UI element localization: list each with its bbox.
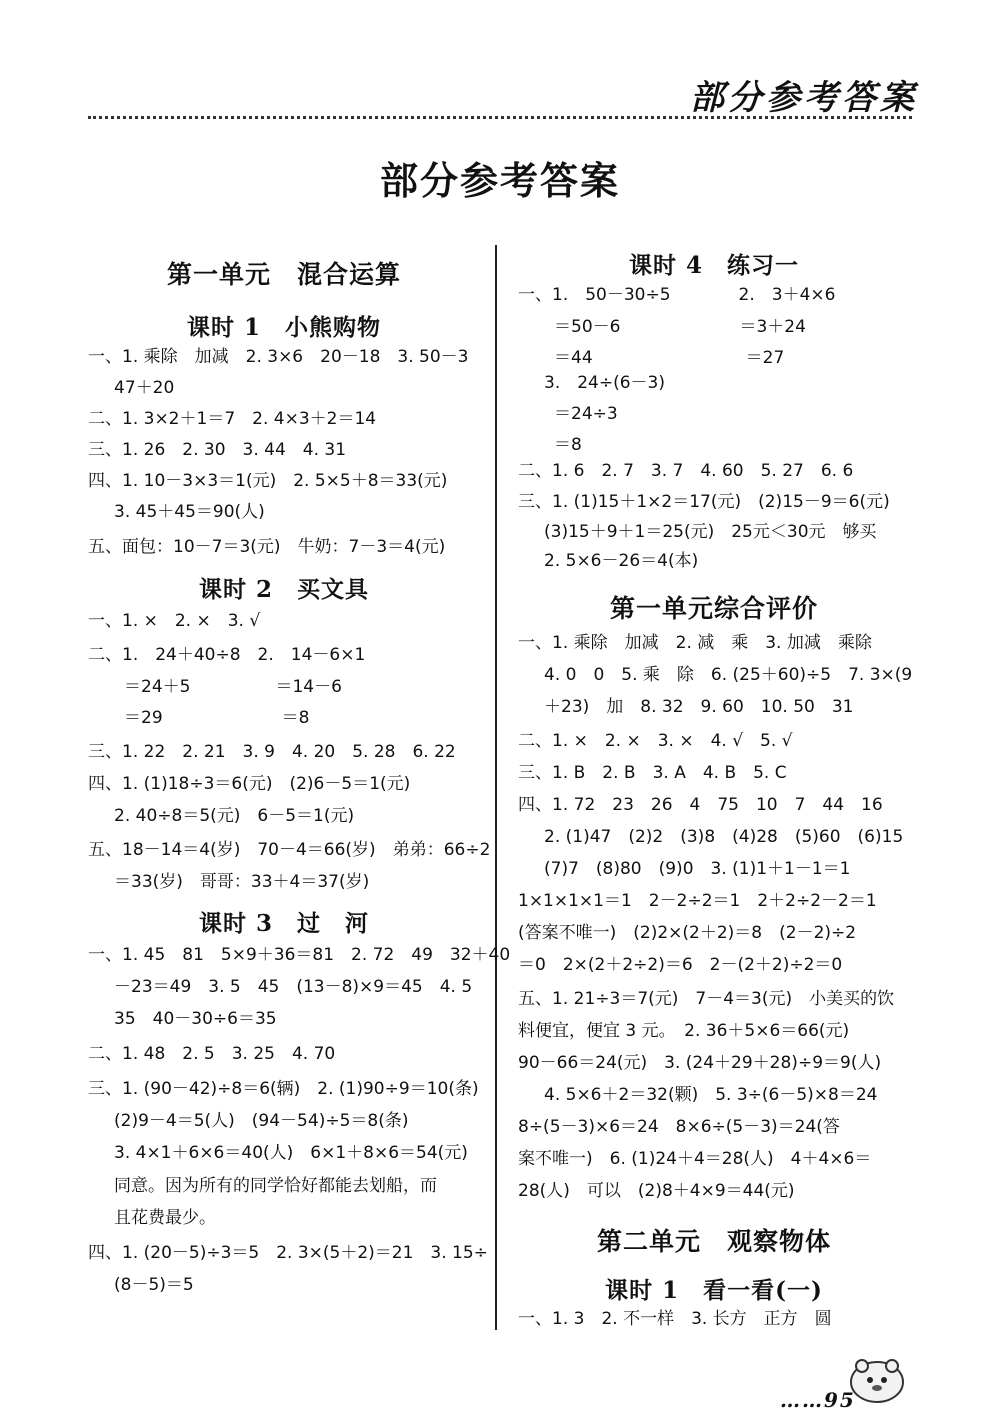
answer-line: 2. 5×6－26＝4(本) [544,551,699,571]
answer-line: 一、1. 乘除 加减 2. 3×6 20－18 3. 50－3 [88,347,469,367]
lesson2-title: 课时 2 买文具 [198,576,369,603]
answer-line: 三、1. 22 2. 21 3. 9 4. 20 5. 28 6. 22 [88,742,456,762]
answer-line: 四、1. 10－3×3＝1(元) 2. 5×5＋8＝33(元) [88,471,448,491]
answer-line: 35 40－30÷6＝35 [114,1009,277,1029]
answer-line: 四、1. 72 23 26 4 75 10 7 44 16 [518,795,883,815]
answer-line: 三、1. B 2. B 3. A 4. B 5. C [518,763,787,783]
column-divider [495,245,497,1330]
answer-line: ＝33(岁) 哥哥：33＋4＝37(岁) [114,872,370,892]
answer-line: 一、1. 50－30÷5 2. 3＋4×6 [518,285,836,305]
answer-line: ＝44 ＝27 [554,348,785,368]
answer-line: 3. 24÷(6－3) [544,373,665,393]
answer-line: 4. 5×6＋2＝32(颗) 5. 3÷(6－5)×8＝24 [544,1085,878,1105]
answer-line: 二、1. 3×2＋1＝7 2. 4×3＋2＝14 [88,409,377,429]
answer-line: 3. 4×1＋6×6＝40(人) 6×1＋8×6＝54(元) [114,1143,468,1163]
answer-line: 三、1. (90－42)÷8＝6(辆) 2. (1)90÷9＝10(条) [88,1079,479,1099]
answer-line: 二、1. 6 2. 7 3. 7 4. 60 5. 27 6. 6 [518,461,854,481]
page-number: ……95 [780,1388,856,1412]
answer-line: 一、1. × 2. × 3. √ [88,611,261,631]
unit1-review-title: 第一单元综合评价 [609,594,818,623]
answer-line: 同意。因为所有的同学恰好都能去划船，而 [114,1176,437,1196]
unit2-title: 第二单元 观察物体 [596,1227,831,1256]
page-title: 部分参考答案 [379,158,620,203]
answer-line: 二、1. 24＋40÷8 2. 14－6×1 [88,645,366,665]
answer-line: 三、1. 26 2. 30 3. 44 4. 31 [88,440,347,460]
unit2-lesson1-title: 课时 1 看一看(一) [605,1277,823,1304]
answer-line: (7)7 (8)80 (9)0 3. (1)1＋1－1＝1 [544,859,851,879]
answer-line: ＝8 [554,435,582,455]
answer-line: 料便宜，便宜 3 元。 2. 36＋5×6＝66(元) [518,1021,850,1041]
lesson4-title: 课时 4 练习一 [628,252,799,279]
answer-line: (答案不唯一) (2)2×(2＋2)＝8 (2－2)÷2 [518,923,857,943]
answer-line: ＝29 ＝8 [124,708,310,728]
answer-line: 二、1. × 2. × 3. × 4. √ 5. √ [518,731,793,751]
answer-line: 一、1. 3 2. 不一样 3. 长方 正方 圆 [518,1309,832,1329]
mascot-icon [842,1348,912,1408]
answer-line: 四、1. (20－5)÷3＝5 2. 3×(5＋2)＝21 3. 15÷ [88,1243,488,1263]
answer-line: 四、1. (1)18÷3＝6(元) (2)6－5＝1(元) [88,774,411,794]
answer-line: 五、面包：10－7＝3(元) 牛奶：7－3＝4(元) [88,537,446,557]
answer-line: (8－5)＝5 [114,1275,194,1295]
unit1-title: 第一单元 混合运算 [166,260,401,289]
lesson1-title: 课时 1 小熊购物 [186,314,381,341]
answer-line: 90－66＝24(元) 3. (24＋29＋28)÷9＝9(人) [518,1053,882,1073]
answer-line: ＋23) 加 8. 32 9. 60 10. 50 31 [544,697,854,717]
answer-line: ＝24÷3 [554,404,618,424]
answer-line: 8÷(5－3)×6＝24 8×6÷(5－3)＝24(答 [518,1117,840,1137]
answer-line: ＝0 2×(2＋2÷2)＝6 2－(2＋2)÷2＝0 [518,955,843,975]
answer-line: 且花费最少。 [114,1208,216,1228]
answer-line: 一、1. 45 81 5×9＋36＝81 2. 72 49 32＋40 [88,945,511,965]
answer-line: 2. (1)47 (2)2 (3)8 (4)28 (5)60 (6)15 [544,827,904,847]
answer-line: 一、1. 乘除 加减 2. 减 乘 3. 加减 乘除 [518,633,872,653]
answer-line: 3. 45＋45＝90(人) [114,502,265,522]
header-dotted-rule [88,116,912,119]
answer-line: 4. 0 0 5. 乘 除 6. (25＋60)÷5 7. 3×(9 [544,665,913,685]
answer-line: ＝24＋5 ＝14－6 [124,677,342,697]
lesson3-title: 课时 3 过 河 [198,910,369,937]
answer-line: 47＋20 [114,378,175,398]
answer-line: 五、18－14＝4(岁) 70－4＝66(岁) 弟弟：66÷2 [88,840,491,860]
answer-line: ＝50－6 ＝3＋24 [554,317,806,337]
answer-line: 28(人) 可以 (2)8＋4×9＝44(元) [518,1181,795,1201]
answer-line: 2. 40÷8＝5(元) 6－5＝1(元) [114,806,355,826]
answer-line: (3)15＋9＋1＝25(元) 25元＜30元 够买 [544,522,877,542]
answer-line: 1×1×1×1＝1 2－2÷2＝1 2＋2÷2－2＝1 [518,891,877,911]
answer-line: 案不唯一) 6. (1)24＋4＝28(人) 4＋4×6＝ [518,1149,872,1169]
running-header-title: 部分参考答案 [690,78,918,118]
answer-line: 五、1. 21÷3＝7(元) 7－4＝3(元) 小美买的饮 [518,989,895,1009]
answer-line: (2)9－4＝5(人) (94－54)÷5＝8(条) [114,1111,409,1131]
answer-line: 二、1. 48 2. 5 3. 25 4. 70 [88,1044,336,1064]
answer-line: －23＝49 3. 5 45 (13－8)×9＝45 4. 5 [114,977,473,997]
answer-line: 三、1. (1)15＋1×2＝17(元) (2)15－9＝6(元) [518,492,890,512]
